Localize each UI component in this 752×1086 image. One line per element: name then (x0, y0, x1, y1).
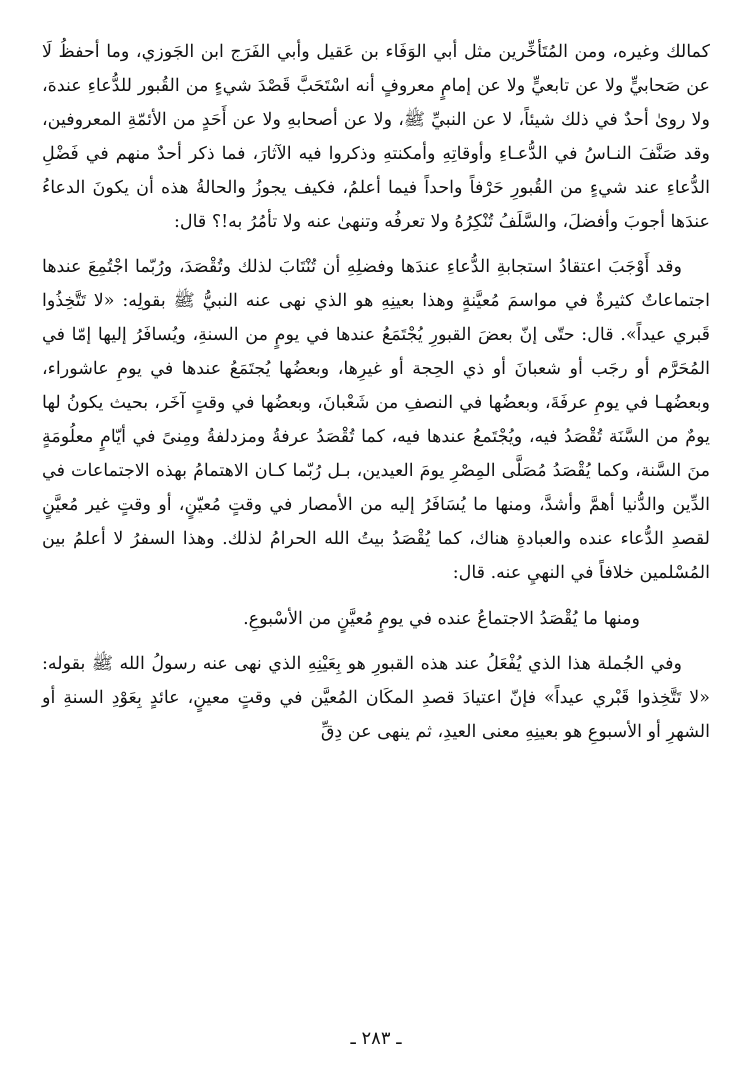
page-body (42, 36, 710, 750)
paragraph-4: وفي الجُملة هذا الذي يُفْعَلُ عند هذه القبورِ هو بِعَيْنِهِ الذي نهى عنه رسولُ الله ﷺ بقوله: «لا تَتَّخِذوا قَبْري عيداً» فإنّ اعتيادَ قصدِ المكَان المُعيَّن في وقتٍ معينٍ، عائدٍ بِعَوْدِ السنةِ أو الشهرِ أو الأسبوعِ هو بعينِهِ معنى العيدِ، ثم ينهى عن دِقِّ (42, 654, 710, 743)
paragraph-1: كمالك وغيره، ومن المُتَأخِّرين مثل أبي الوَفَاء بن عَقيل وأبي الفَرَج ابن الجَوزي، وما أحفظُ لَا عن صَحابيٍّ ولا عن تابعيٍّ ولا عن إمامٍ معروفٍ أنه اسْتَحَبَّ قَصْدَ شيءٍ من القُبور للدُّعاءِ عندهَ، ولا روىٰ أحدٌ في ذلك شيئاً، لا عن النبيِّ ﷺ، ولا عن أصحابهِ ولا عن أَحَدٍ من الأئمّةِ المعروفين، وقد صَنَّفَ النـاسُ في الدُّعـاءِ وأوقاتِهِ وأمكنتهِ وذكروا فيه الآثارَ، فما ذكر أحدٌ منهم في فَضْلِ الدُّعاءِ عند شيءٍ من القُبورِ حَرْفاً واحداً فيما أعلمُ، فكيف يجوزُ والحالةُ هذه أن يكونَ الدعاءُ عندَها أجوبَ وأفضلَ، والسَّلَفُ تُنْكِرُهُ ولا تعرفُه وتنهىٰ عنه ولا تأمُرُ به!؟ قال: (42, 42, 710, 232)
page-number: ـ ٢٨٣ ـ (350, 1028, 402, 1049)
paragraph-2: وقد أَوْجَبَ اعتقادُ استجابةِ الدُّعاءِ عندَها وفضلِهِ أن تُنْتَابَ لذلك وتُقْصَدَ، ورُبّما اجْتُمِعَ عندها اجتماعاتٌ كثيرةٌ في مواسمَ مُعيَّنةٍ وهذا بعينِهِ هو الذي نهى عنه النبيُّ ﷺ بقولِه: «لا تَتَّخِذُوا قَبري عيداً». قال: حتّى إنّ بعضَ القبورِ يُجْتَمَعُ عندها في يومٍ من السنةِ، ويُسافَرُ إليها إمّا في المُحَرَّم أو رجَب أو شعبانَ أو ذي الحِجة أو غيرِها، وبعضُها يُجتَمَعُ عندها في يومِ عاشوراء، وبعضُهـا في يومِ عرفَةَ، وبعضُها في النصفِ من شَعْبانَ، وبعضُها في وقتٍ آخَر، بحيث يكونُ لها يومٌ من السَّنَة تُقْصَدُ فيه، ويُجْتَمعُ عندها فيه، كما تُقْصَدُ عرفةُ ومزدلفةُ ومِنىً في أيّامٍ معلُومَةٍ منَ السَّنة، وكما يُقْصَدُ مُصَلَّى المِصْرِ يومَ العيدين، بـل رُبّما كـان الاهتمامُ بهذه الاجتماعات في الدِّين والدُّنيا أهمَّ وأشدَّ، ومنها ما يُسَافَرُ إليه من الأمصار في وقتٍ مُعيّنٍ، أو وقتٍ غير مُعيَّنٍ لقصدِ الدُّعاء عنده والعبادةِ هناك، كما يُقْصَدُ بيتُ الله الحرامُ لذلك. وهذا السفرُ لا أعلمُ بين المُسْلمين خلافاً في النهيِ عنه. قال: (42, 257, 710, 583)
paragraph-gap (42, 591, 710, 603)
paragraph-3: ومنها ما يُقْصَدُ الاجتماعُ عنده في يومٍ مُعيَّنٍ من الأسْبوعِ. (243, 608, 640, 629)
paragraph-gap (42, 636, 710, 648)
paragraph-gap (42, 239, 710, 251)
